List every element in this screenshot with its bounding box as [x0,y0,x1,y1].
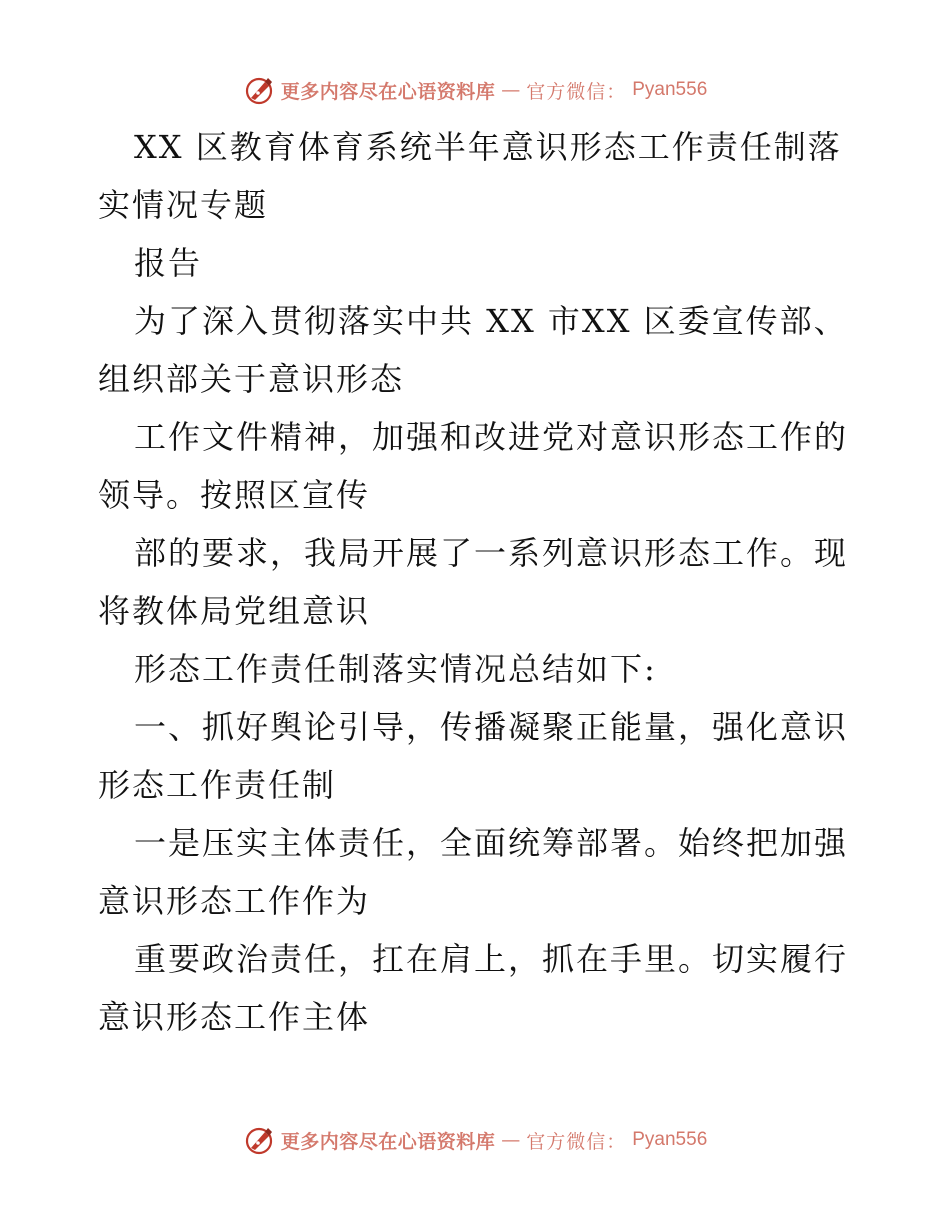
body-line: 一、抓好舆论引导，传播凝聚正能量，强化意识 [134,708,849,746]
pen-nib-logo-icon [243,74,275,106]
header-wechat-label: 官方微信： [526,80,627,103]
footer-banner [0,1120,950,1160]
footer-wechat-id: Pyan556 [632,1129,708,1150]
body-line: 为了深入贯彻落实中共 XX 市XX 区委宣传部、 [134,302,848,340]
pen-nib-logo-icon [243,1124,275,1156]
header-banner [0,70,950,110]
body-line: 实情况专题 [98,186,269,224]
body-line: 意识形态工作作为 [98,882,371,920]
body-line: 一是压实主体责任，全面统筹部署。始终把加强 [134,824,849,862]
body-line: 重要政治责任，扛在肩上，抓在手里。切实履行 [134,940,849,978]
header-dash: — [501,79,521,101]
body-line: 意识形态工作主体 [98,998,371,1036]
footer-brand-text: 更多内容尽在心语资料库 [280,1130,496,1153]
body-line: 形态工作责任制 [98,766,337,804]
body-line: 形态工作责任制落实情况总结如下: [134,650,657,688]
footer-wechat-label: 官方微信： [526,1130,627,1153]
body-line: 报告 [134,244,203,282]
header-brand-text: 更多内容尽在心语资料库 [280,80,496,103]
body-line: XX 区教育体育系统半年意识形态工作责任制落 [134,128,842,166]
body-line: 领导。按照区宣传 [98,476,371,514]
body-line: 工作文件精神，加强和改进党对意识形态工作的 [134,418,849,456]
body-line: 组织部关于意识形态 [98,360,405,398]
header-wechat-id: Pyan556 [632,79,708,100]
document-body [98,118,858,1046]
body-line: 将教体局党组意识 [98,592,371,630]
body-line: 部的要求，我局开展了一系列意识形态工作。现 [134,534,849,572]
footer-dash: — [501,1129,521,1151]
